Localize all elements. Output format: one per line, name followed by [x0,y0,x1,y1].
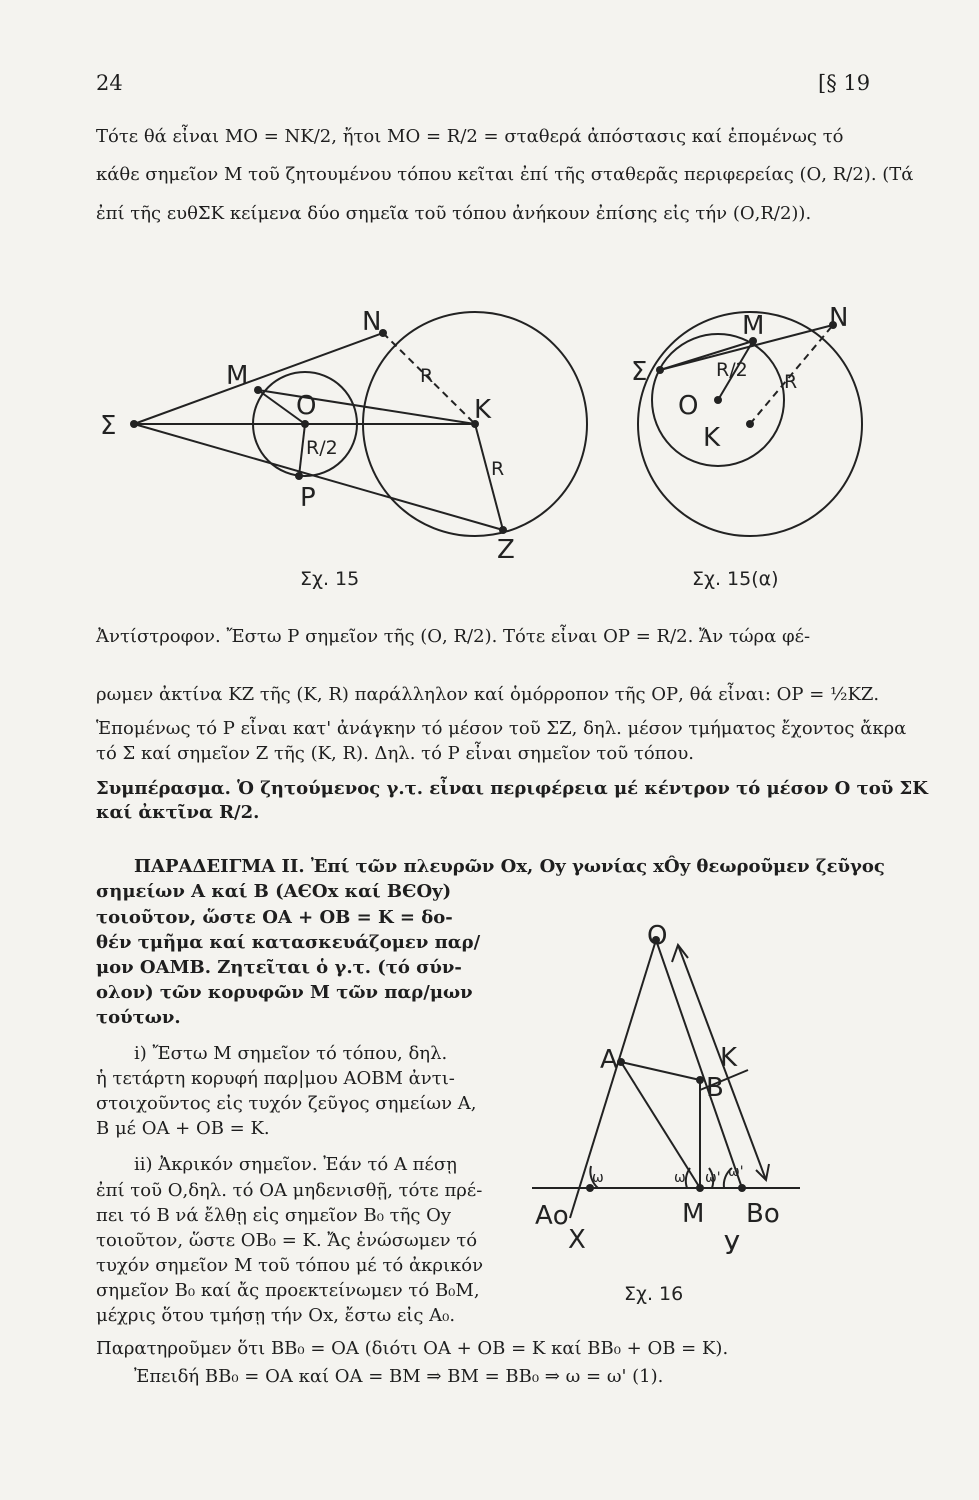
fig16-label-w4: ω' [728,1164,744,1180]
example-line-17: σημεῖον Β₀ καί ἄς προεκτείνωμεν τό Β₀Μ, [96,1280,480,1301]
fig16-label-x: Χ [568,1225,586,1255]
fig15a-caption: Σχ. 15(α) [692,568,779,590]
example-line-13: ἐπί τοῦ Ο,δηλ. τό ΟΑ μηδενισθῇ, τότε πρέ- [96,1180,483,1201]
fig16-label-w3: ω' [705,1170,721,1186]
fig15-point-p [295,472,303,480]
example-line-20: Ἐπειδή ΒΒ₀ = ΟΑ καί ΟΑ = ΒΜ ⇒ ΒΜ = ΒΒ₀ ⇒ ω = ω' (1). [134,1366,664,1387]
example-line-9: ἡ τετάρτη κορυφή παρ|μου ΑΟΒΜ ἀντι- [96,1068,455,1089]
example-line-11: Β μέ ΟΑ + ΟΒ = Κ. [96,1118,270,1139]
fig15a-label-o: Ο [678,391,699,421]
fig15-label-n: Ν [362,307,382,337]
fig15a-point-o [714,396,722,404]
fig15a-point-sigma [656,366,664,374]
para1-line-2: κάθε σημεῖον Μ τοῦ ζητουμένου τόπου κεῖται ἐπί τῆς σταθερᾶς περιφερείας (Ο, R/2). (Τά [96,164,914,185]
fig15-label-p: Ρ [300,483,316,513]
fig15-label-r2: R [491,458,505,480]
fig16-dimension-arrow-top [672,945,688,962]
fig15-caption: Σχ. 15 [300,568,360,590]
fig15a-label-n: Ν [829,303,849,333]
section-marker: [§ 19 [818,71,871,95]
fig15a-point-k [746,420,754,428]
fig15-point-sigma [130,420,138,428]
fig15-point-m [254,386,262,394]
fig16-label-m: Μ [682,1199,705,1229]
example-line-15: τοιοῦτον, ὥστε ΟΒ₀ = Κ. Ἄς ἑνώσωμεν τό [96,1230,478,1251]
fig16-line-ox [570,940,656,1218]
example-line-6: ολον) τῶν κορυφῶν Μ τῶν παρ/μων [96,982,473,1003]
fig15-label-m: Μ [226,361,249,391]
conclusion-line-2: καί ἀκτῖνα R/2. [96,802,260,823]
fig16-line-ak [621,1062,700,1080]
example-line-12: ii) Ἀκρικόν σημεῖον. Ἐάν τό Α πέσῃ [134,1154,457,1175]
figure-15 [0,300,979,590]
fig16-point-b [696,1076,704,1084]
fig16-label-y: У [724,1231,740,1261]
example-line-8: i) Ἔστω Μ σημεῖον τό τόπου, δηλ. [134,1043,448,1064]
fig15-label-z: Ζ [497,535,515,565]
example-line-16: τυχόν σημεῖον Μ τοῦ τόπου μέ τό ἀκρικόν [96,1255,484,1276]
fig15a-label-k: Κ [703,423,721,453]
fig16-label-o: Ο [647,921,668,951]
page-number: 24 [96,71,123,95]
fig15a-label-m: Μ [742,311,765,341]
example-line-3: τοιοῦτον, ὥστε ΟΑ + ΟΒ = Κ = δο- [96,907,453,928]
fig15-point-z [499,526,507,534]
fig16-label-b0: Βο [746,1199,780,1229]
para2-line-4: τό Σ καί σημεῖον Ζ τῆς (Κ, R). Δηλ. τό Ρ εἶναι σημεῖον τοῦ τόπου. [96,743,694,764]
fig15-label-sigma: Σ [100,411,117,441]
fig16-point-m [696,1184,704,1192]
example-line-4: θέν τμῆμα καί κατασκευάζομεν παρ/ [96,932,481,953]
para1-line-1: Τότε θά εἶναι ΜΟ = ΝΚ/2, ἤτοι ΜΟ = R/2 = σταθερά ἀπόστασις καί ἑπομένως τό [96,126,844,147]
fig15-line-sn [134,333,383,424]
para2-line-1: Ἀντίστροφον. Ἔστω Ρ σημεῖον τῆς (Ο, R/2). Τότε εἶναι ΟΡ = R/2. Ἄν τώρα φέ- [96,626,811,647]
fig16-label-w1: ω [592,1170,604,1186]
fig16-label-a: Α [600,1045,618,1075]
example-line-14: πει τό Β νά ἔλθῃ εἰς σημεῖον Β₀ τῆς Οy [96,1205,452,1226]
example-line-18: μέχρις ὅτου τμήσῃ τήν Οx, ἔστω εἰς Α₀. [96,1305,456,1326]
fig15a-label-sigma: Σ [631,357,648,387]
fig15-label-o: Ο [296,391,317,421]
fig15-line-op [299,424,305,476]
example-line-2: σημείων Α καί Β (ΑЄΟx καί ΒЄΟy) [96,881,452,902]
fig16-label-w2: ω [674,1170,686,1186]
fig15-label-k: Κ [474,395,492,425]
fig16-point-b0 [738,1184,746,1192]
fig16-point-a [617,1058,625,1066]
fig16-label-b: Β [706,1073,724,1103]
conclusion-line-1: Συμπέρασμα. Ὁ ζητούμενος γ.τ. εἶναι περιφέρεια μέ κέντρον τό μέσον Ο τοῦ ΣΚ [96,778,928,799]
fig15-label-r1: R [420,365,434,387]
figure-16 [520,920,820,1310]
fig15a-label-r-half: R/2 [716,359,748,381]
fig16-label-k: Κ [720,1043,738,1073]
fig15-label-r-half: R/2 [306,437,338,459]
fig16-label-a0: Αο [535,1201,569,1231]
example-line-1: ΠΑΡΑΔΕΙΓΜΑ ΙΙ. Ἐπί τῶν πλευρῶν Οx, Οy γωνίας xÔy θεωροῦμεν ζεῦγος [134,856,885,877]
para2-line-3: Ἑπομένως τό Ρ εἶναι κατ' ἀνάγκην τό μέσον τοῦ ΣΖ, δηλ. μέσον τμήματος ἔχοντος ἄκρα [96,718,907,739]
fig15a-label-r: R [784,371,798,393]
fig16-caption: Σχ. 16 [624,1283,684,1305]
para1-line-3: ἐπί τῆς ευθΣΚ κείμενα δύο σημεῖα τοῦ τόπου ἀνήκουν ἐπίσης εἰς τήν (Ο,R/2)). [96,203,812,224]
example-line-5: μον ΟΑΜΒ. Ζητεῖται ὁ γ.τ. (τό σύν- [96,957,462,978]
example-line-10: στοιχοῦντος εἰς τυχόν ζεῦγος σημείων Α, [96,1093,477,1114]
example-line-19: Παρατηροῦμεν ὅτι ΒΒ₀ = ΟΑ (διότι ΟΑ + ΟΒ = Κ καί ΒΒ₀ + ΟΒ = Κ). [96,1338,729,1359]
para2-line-2: ρωμεν ἀκτίνα ΚΖ τῆς (Κ, R) παράλληλον καί ὁμόρροπον τῆς ΟΡ, θά εἶναι: ΟΡ = ½ΚΖ. [96,684,880,705]
example-line-7: τούτων. [96,1007,181,1028]
fig15-point-o [301,420,309,428]
